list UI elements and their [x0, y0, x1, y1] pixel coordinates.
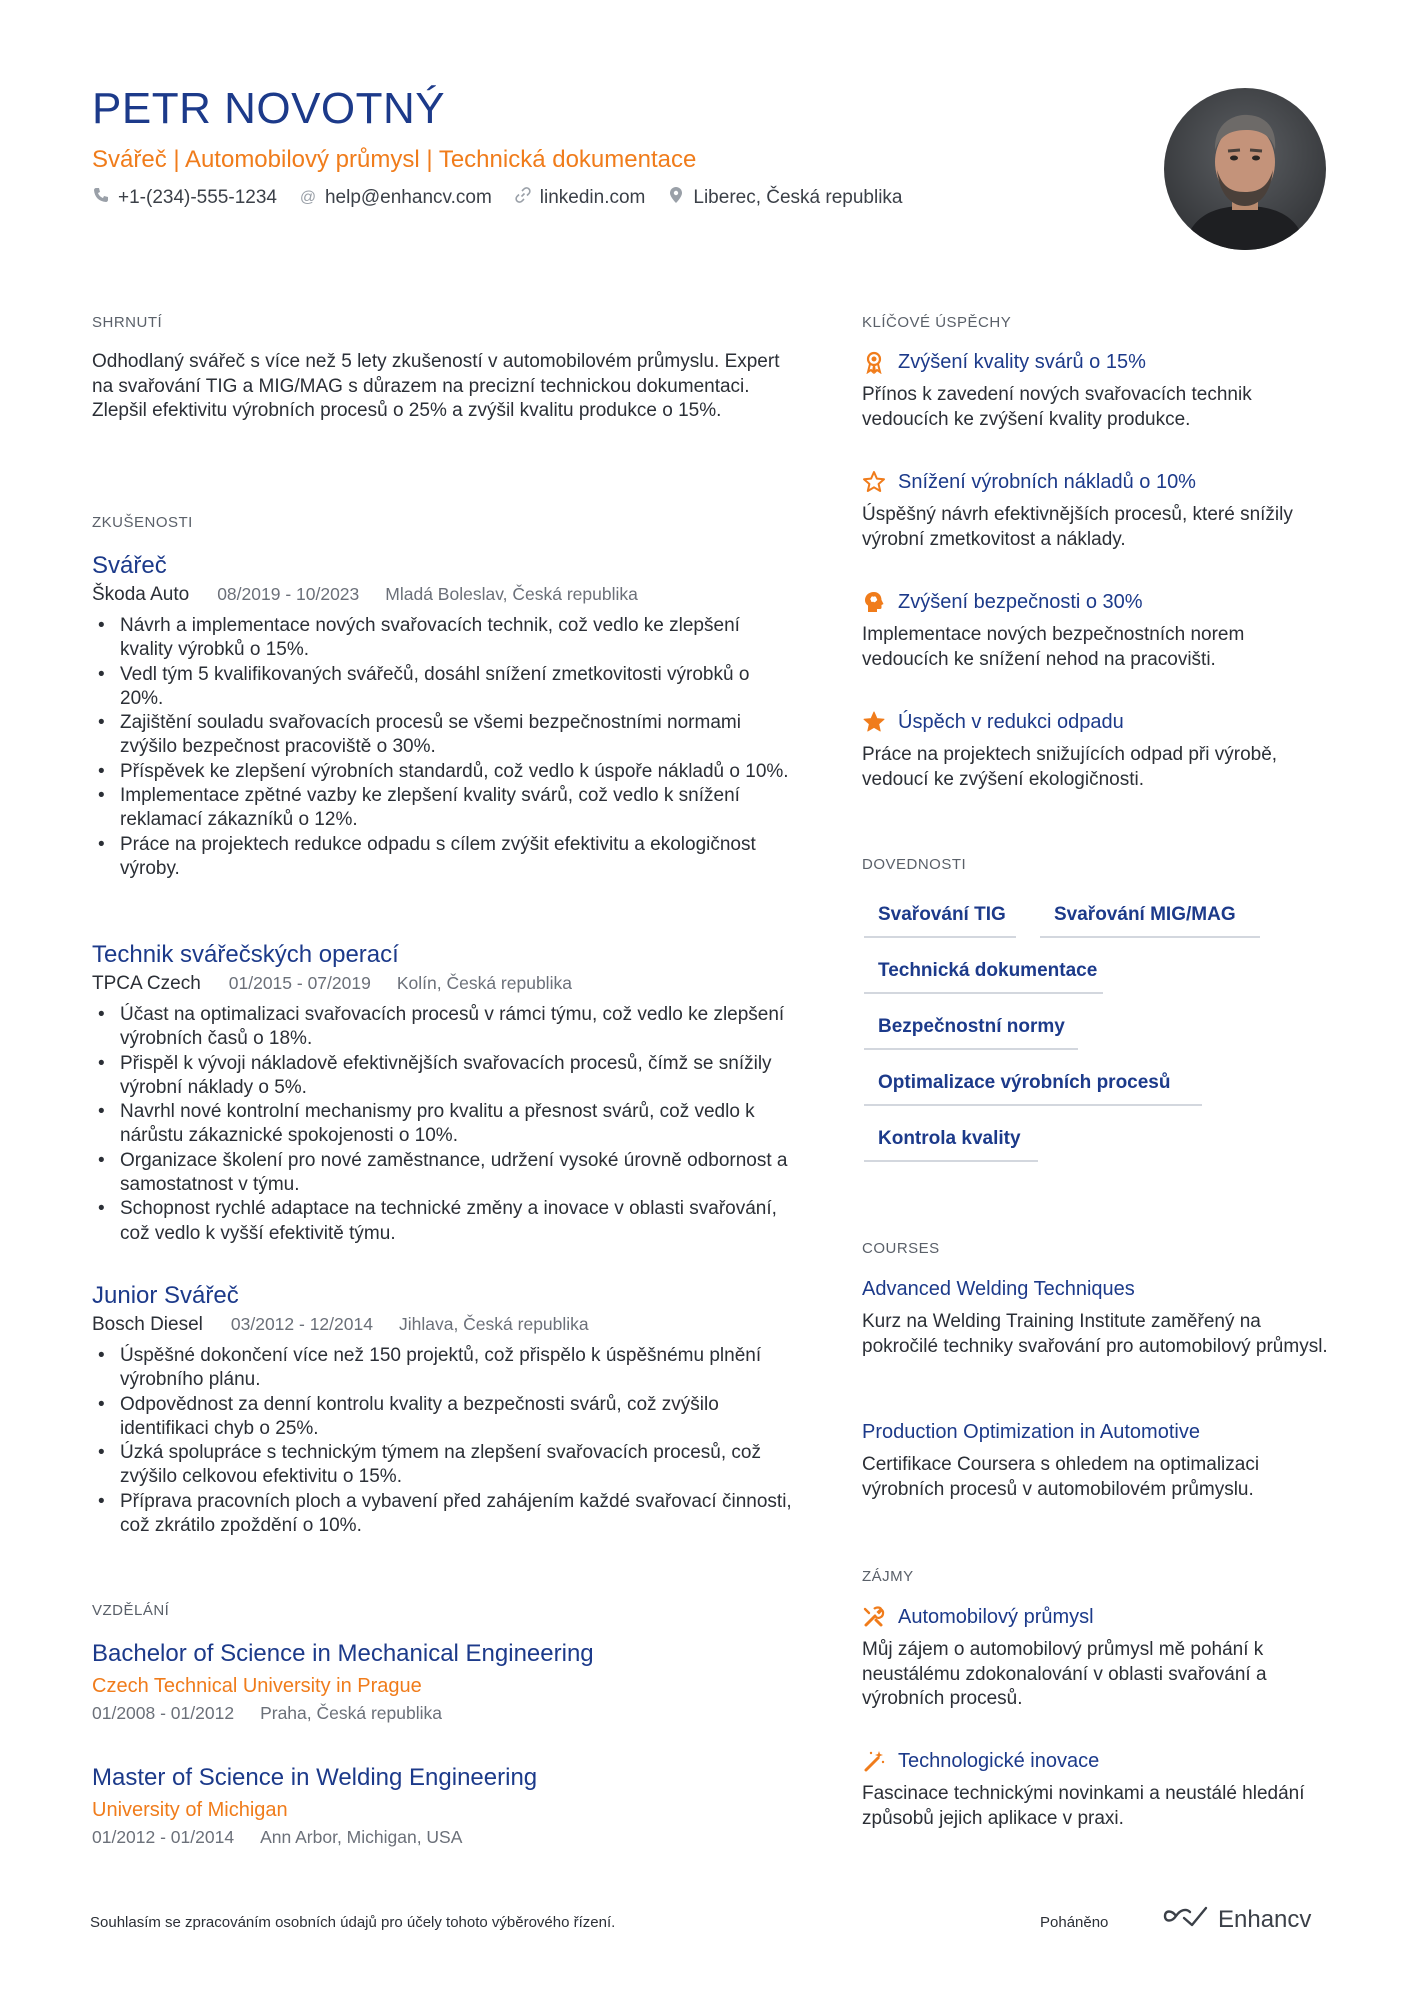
interest-title [862, 1605, 1094, 1629]
job-bullet: • Úzká spolupráce s technickým týmem na zlepšení svařovacích procesů, což zvýšilo celkovou efektivitu o 15%. [92, 1441, 792, 1490]
section-title-skills: DOVEDNOSTI [862, 856, 967, 873]
section-title-achievements: KLÍČOVÉ ÚSPĚCHY [862, 314, 1012, 331]
job-date: 08/2019 - 10/2023 [217, 584, 360, 604]
job-bullets [92, 1344, 792, 1538]
profile-photo [1164, 88, 1326, 250]
star-filled-icon [862, 710, 886, 734]
course-desc: Certifikace Coursera s ohledem na optimalizaci výrobních procesů v automobilovém průmyslu. [862, 1454, 1260, 1500]
contact-phone[interactable] [92, 187, 277, 209]
headline: Svářeč | Automobilový průmysl | Technická dokumentace [92, 146, 697, 173]
job-date: 01/2015 - 07/2019 [228, 973, 371, 993]
achievement-title [862, 470, 1196, 494]
job-title: Svářeč [92, 552, 167, 579]
edu-degree: Master of Science in Welding Engineering [92, 1764, 538, 1791]
powered-by-label: Poháněno [1040, 1914, 1109, 1931]
phone-icon [92, 187, 110, 208]
section-title-interests: ZÁJMY [862, 1568, 914, 1585]
brain-head-icon [862, 590, 886, 614]
achievement-title-text: Zvýšení kvality svárů o 15% [898, 350, 1146, 373]
job-bullet: • Organizace školení pro nové zaměstnance, udržení vysoké úrovně odbornost a samostatnost v týmu. [92, 1149, 792, 1198]
achievement-title [862, 590, 1143, 614]
achievement-title-text: Zvýšení bezpečnosti o 30% [898, 590, 1143, 613]
edu-school: Czech Technical University in Prague [92, 1675, 422, 1697]
job-company: Škoda Auto [92, 584, 190, 605]
interest-desc: Můj zájem o automobilový průmysl mě pohání k neustálému zdokonalování v oblasti svařování a výrobních procesů. [862, 1639, 1267, 1709]
star-outline-icon [862, 470, 886, 494]
job-bullet: • Schopnost rychlé adaptace na technické změny a inovace v oblasti svařování, což vedlo k vyšší efektivitě týmu. [92, 1197, 792, 1246]
job-bullet: • Příprava pracovních ploch a vybavení před zahájením každé svařovací činnosti, což zkrátilo zpoždění o 10%. [92, 1490, 792, 1539]
job-company: Bosch Diesel [92, 1314, 203, 1335]
at-icon: @ [299, 188, 317, 206]
job-bullet: • Přispěl k vývoji nákladově efektivnějších svařovacích procesů, čímž se snížily výrobní náklady o 5%. [92, 1052, 792, 1101]
achievement-title-text: Snížení výrobních nákladů o 10% [898, 470, 1196, 493]
tools-icon [862, 1605, 886, 1629]
magic-wand-icon [862, 1749, 886, 1773]
job-meta [92, 1314, 589, 1336]
contact-email-text: help@enhancv.com [324, 186, 492, 208]
interest-title-text: Technologické inovace [898, 1749, 1100, 1772]
job-bullet: • Úspěšné dokončení více než 150 projektů, což přispělo k úspěšnému plnění výrobního plánu. [92, 1344, 792, 1393]
contact-email[interactable] [299, 187, 492, 209]
job-bullet: • Návrh a implementace nových svařovacích technik, což vedlo ke zlepšení kvality výrobků o 15%. [92, 614, 792, 663]
course-title: Advanced Welding Techniques [862, 1278, 1135, 1300]
edu-location: Praha, Česká republika [260, 1703, 442, 1723]
achievement-title-text: Úspěch v redukci odpadu [898, 710, 1124, 733]
contact-location-text: Liberec, Česká republika [693, 186, 903, 208]
job-bullet: • Navrhl nové kontrolní mechanismy pro kvalitu a přesnost svárů, což vedlo k nárůstu zákaznické spokojenosti o 10%. [92, 1100, 792, 1149]
job-bullets [92, 1003, 792, 1246]
candidate-name: PETR NOVOTNÝ [92, 84, 446, 133]
consent-note: Souhlasím se zpracováním osobních údajů pro účely tohoto výběrového řízení. [90, 1914, 616, 1931]
section-title-education: VZDĚLÁNÍ [92, 1602, 170, 1619]
skill-tag: Kontrola kvality [864, 1128, 1038, 1162]
contact-linkedin-text: linkedin.com [539, 186, 646, 208]
edu-meta [92, 1703, 442, 1724]
achievement-desc: Implementace nových bezpečnostních norem vedoucích ke snížení nehod na pracovišti. [862, 624, 1245, 670]
link-icon [514, 186, 532, 209]
achievement-desc: Úspěšný návrh efektivnějších procesů, které snížily výrobní zmetkovitost a náklady. [862, 504, 1293, 550]
edu-location: Ann Arbor, Michigan, USA [260, 1827, 463, 1847]
contact-linkedin[interactable] [514, 186, 646, 209]
job-bullet: • Účast na optimalizaci svařovacích procesů v rámci týmu, což vedlo ke zlepšení výrobních časů o 18%. [92, 1003, 792, 1052]
job-company: TPCA Czech [92, 973, 201, 994]
job-meta [92, 584, 638, 606]
job-location: Kolín, Česká republika [396, 973, 572, 993]
interest-desc: Fascinace technickými novinkami a neustálé hledání způsobů jejich aplikace v praxi. [862, 1783, 1305, 1829]
course-desc: Kurz na Welding Training Institute zaměřený na pokročilé techniky svařování pro automobilový průmysl. [862, 1311, 1328, 1357]
edu-date: 01/2012 - 01/2014 [92, 1827, 235, 1847]
skill-tag: Optimalizace výrobních procesů [864, 1072, 1202, 1106]
location-pin-icon [667, 186, 685, 209]
job-bullet: • Práce na projektech redukce odpadu s cílem zvýšit efektivitu a ekologičnost výroby. [92, 833, 792, 882]
job-title: Technik svářečských operací [92, 941, 399, 968]
contact-bar [92, 186, 903, 209]
summary-text: Odhodlaný svářeč s více než 5 lety zkušeností v automobilovém průmyslu. Expert na svařování TIG a MIG/MAG s důrazem na precizní technickou dokumentaci. Zlepšil efektivitu výrobních procesů o 25% a zvýšil kvalitu produkce o 15%. [92, 351, 780, 421]
edu-degree: Bachelor of Science in Mechanical Engineering [92, 1640, 594, 1667]
skill-tag: Technická dokumentace [864, 960, 1103, 994]
job-bullet: • Zajištění souladu svařovacích procesů se všemi bezpečnostními normami zvýšilo bezpečnost pracoviště o 30%. [92, 711, 792, 760]
course-title: Production Optimization in Automotive [862, 1421, 1200, 1443]
edu-school: University of Michigan [92, 1799, 288, 1821]
contact-phone-text: +1-(234)-555-1234 [118, 186, 277, 208]
job-meta [92, 973, 572, 995]
section-title-summary: SHRNUTÍ [92, 314, 163, 331]
job-bullets [92, 614, 792, 881]
skill-tag: Svařování TIG [864, 904, 1016, 938]
interest-title-text: Automobilový průmysl [898, 1605, 1094, 1628]
enhancv-logo-text: Enhancv [1218, 1905, 1312, 1933]
enhancv-logo[interactable] [1162, 1904, 1311, 1935]
job-bullet: • Implementace zpětné vazby ke zlepšení kvality svárů, což vedlo k snížení reklamací zákazníků o 12%. [92, 784, 792, 833]
award-ribbon-icon [862, 350, 886, 374]
job-title: Junior Svářeč [92, 1282, 239, 1309]
job-location: Mladá Boleslav, Česká republika [385, 584, 638, 604]
job-bullet: • Vedl tým 5 kvalifikovaných svářečů, dosáhl snížení zmetkovitosti výrobků o 20%. [92, 663, 792, 712]
job-bullet: • Příspěvek ke zlepšení výrobních standardů, což vedlo k úspoře nákladů o 10%. [92, 760, 792, 784]
section-title-experience: ZKUŠENOSTI [92, 514, 193, 531]
interest-title [862, 1749, 1099, 1773]
job-bullet: • Odpovědnost za denní kontrolu kvality a bezpečnosti svárů, což zvýšilo identifikaci chyb o 25%. [92, 1393, 792, 1442]
enhancv-logo-icon [1162, 1904, 1210, 1935]
section-title-courses: COURSES [862, 1240, 940, 1257]
achievement-desc: Přínos k zavedení nových svařovacích technik vedoucích ke zvýšení kvality produkce. [862, 384, 1252, 430]
edu-date: 01/2008 - 01/2012 [92, 1703, 235, 1723]
job-date: 03/2012 - 12/2014 [230, 1314, 373, 1334]
contact-location [667, 186, 902, 209]
achievement-title [862, 710, 1124, 734]
achievement-desc: Práce na projektech snižujících odpad při výrobě, vedoucí ke zvýšení ekologičnosti. [862, 744, 1278, 790]
skill-tag: Bezpečnostní normy [864, 1016, 1078, 1050]
achievement-title [862, 350, 1146, 374]
job-location: Jihlava, Česká republika [398, 1314, 589, 1334]
skill-tag: Svařování MIG/MAG [1040, 904, 1260, 938]
edu-meta [92, 1827, 462, 1848]
